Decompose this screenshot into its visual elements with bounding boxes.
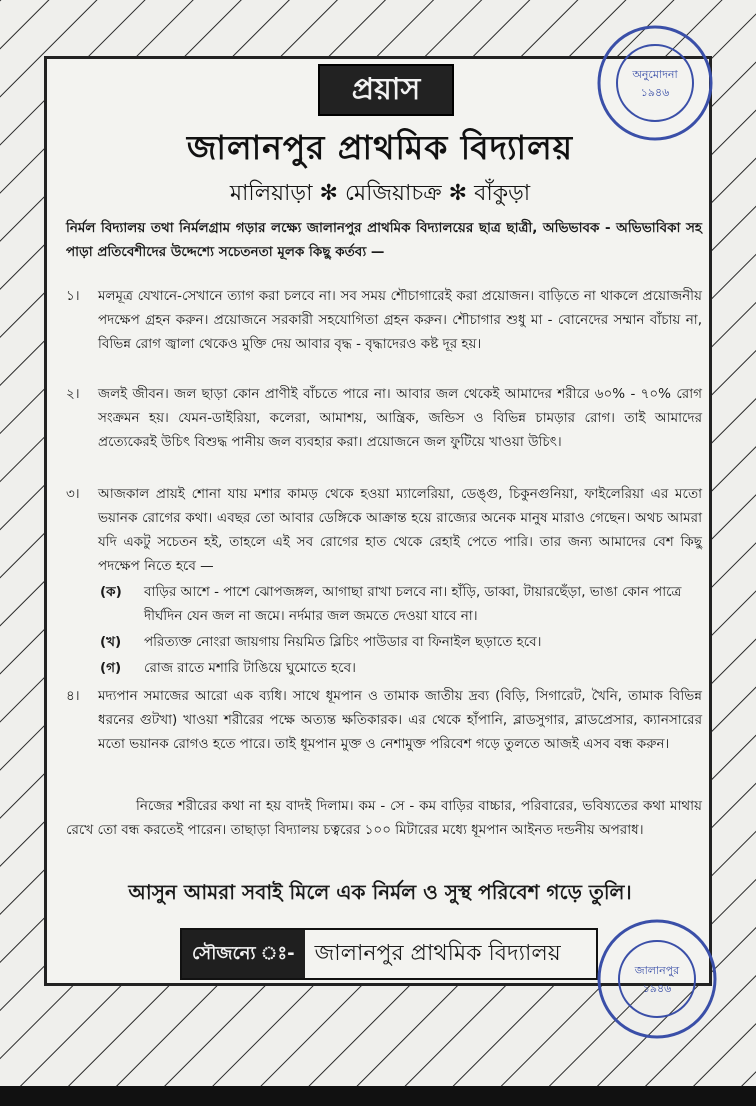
sub-item-text: পরিত্যক্ত নোংরা জায়গায় নিয়মিত ব্লিচিং পাউডার বা ফিনাইল ছড়াতে হবে। [144, 634, 542, 650]
item-number: ৪। [66, 688, 80, 704]
closing-paragraph: নিজের শরীরের কথা না হয় বাদই দিলাম। কম - সে - কম বাড়ির বাচ্চার, পরিবারের, ভবিষ্যতের কথা মাথায় রেখে তো বন্ধ করতেই পারেন। তাছাড়া বিদ্যালয় চত্বরের ১০০ মিটারের মধ্যে ধূমপান আইনত দন্ডনীয় অপরাধ। [66, 798, 702, 838]
sub-item-text: রোজ রাতে মশারি টাঙিয়ে ঘুমোতে হবে। [144, 660, 356, 676]
sub-item-text: বাড়ির আশে - পাশে ঝোপজঙ্গল, আগাছা রাখা চলবে না। হাঁড়ি, ডাব্বা, টায়ারছেঁড়া, ভাঙা কোন পাত্রে দীর্ঘদিন যেন জল না জমে। নর্দমার জল জমতে দেওয়া যাবে না। [144, 584, 682, 624]
sub-list-item [100, 580, 700, 628]
stamp-line-2: ১৯৪৬ [642, 982, 672, 995]
sub-item-label: (গ) [100, 660, 122, 676]
school-seal-stamp [594, 22, 716, 144]
stamp-line-2: ১৯৪৬ [640, 86, 670, 99]
item-text: মলমূত্র যেখানে-সেখানে ত্যাগ করা চলবে না। সব সময় শৌচাগারেই করা প্রয়োজন। বাড়িতে না থাকলে প্রয়োজনীয় পদক্ষেপ গ্রহন করুন। প্রয়োজনে সরকারী সহযোগিতা গ্রহন করুন। শৌচাগার শুধু মা - বোনেদের সম্মান বাঁচায় না, বিভিন্ন রোগ জ্বালা থেকেও মুক্তি দেয় আবার বৃদ্ধ - বৃদ্ধাদেরও কষ্ট দূর হয়। [98, 288, 702, 352]
school-address: মালিয়াড়া ✻ মেজিয়াচক্র ✻ বাঁকুড়া [229, 181, 531, 206]
stamp-line-1: জালানপুর [634, 964, 680, 977]
sponsor-name: জালানপুর প্রাথমিক বিদ্যালয় [314, 940, 561, 966]
bottom-dark-strip [0, 1086, 756, 1106]
list-item [66, 382, 702, 454]
list-item [66, 684, 702, 756]
stamp-line-1: অনুমোদনা [632, 68, 678, 81]
sponsor-box [180, 928, 598, 980]
school-seal-stamp [594, 916, 720, 1042]
slogan: আসুন আমরা সবাই মিলে এক নির্মল ও সুস্থ পরিবেশ গড়ে তুলি। [128, 880, 632, 904]
list-item [66, 284, 702, 356]
item-text: মদ্যপান সমাজের আরো এক ব্যধি। সাথে ধূমপান ও তামাক জাতীয় দ্রব্য (বিড়ি, সিগারেট, খৈনি, তামাক বিভিন্ন ধরনের গুটখা) খাওয়া শরীরের পক্ষে অত্যন্ত ক্ষতিকারক। এর থেকে হাঁপানি, ব্লাডসুগার, ব্লাডপ্রেসার, ক্যানসারের মতো ভয়ানক রোগও হতে পারে। তাই ধূমপান মুক্ত ও নেশামুক্ত পরিবেশ গড়ে তুলতে আজই এসব বন্ধ করুন। [98, 688, 702, 752]
intro-paragraph: নির্মল বিদ্যালয় তথা নির্মলগ্রাম গড়ার লক্ষ্যে জালানপুর প্রাথমিক বিদ্যালয়ের ছাত্র ছাত্রী, অভিভাবক - অভিভাবিকা সহ পাড়া প্রতিবেশীদের উদ্দেশ্যে সচেতনতা মূলক কিছু কর্তব্য — [66, 220, 702, 260]
sub-list-item [100, 630, 700, 654]
sponsor-label: সৌজন্যে ঃ- [182, 930, 305, 978]
header-badge: প্রয়াস [318, 64, 454, 116]
school-title: জালানপুর প্রাথমিক বিদ্যালয় [186, 128, 574, 167]
list-item [66, 482, 702, 578]
item-number: ১। [66, 288, 80, 304]
item-text: জলই জীবন। জল ছাড়া কোন প্রাণীই বাঁচতে পারে না। আবার জল থেকেই আমাদের শরীরে ৬০% - ৭০% রোগ সংক্রমন হয়। যেমন-ডাইরিয়া, কলেরা, আমাশয়, আন্ত্রিক, জন্ডিস ও বিভিন্ন চামড়ার রোগ। তাই আমাদের প্রত্যেকেরই উচিৎ বিশুদ্ধ পানীয় জল ব্যবহার করা। প্রয়োজনে জল ফুটিয়ে খাওয়া উচিৎ। [98, 386, 702, 450]
sub-item-label: (ক) [100, 584, 122, 600]
item-text: আজকাল প্রায়ই শোনা যায় মশার কামড় থেকে হওয়া ম্যালেরিয়া, ডেঙ্গু, চিকুনগুনিয়া, ফাইলেরিয়া এর মতো ভয়ানক রোগের কথা। এবছর তো আবার ডেঙ্গিকে আক্রান্ত হয়ে রাজ্যের অনেক মানুষ মারাও গেছেন। অথচ আমরা যদি একটু সচেতন হই, তাহলে এই সব রোগের হাত থেকে রেহাই পেতে পারি। তার জন্য আমাদের বেশ কিছু পদক্ষেপ নিতে হবে — [98, 486, 702, 574]
item-number: ২। [66, 386, 80, 402]
sub-item-label: (খ) [100, 634, 122, 650]
item-number: ৩। [66, 486, 80, 502]
sub-list-item [100, 656, 700, 680]
